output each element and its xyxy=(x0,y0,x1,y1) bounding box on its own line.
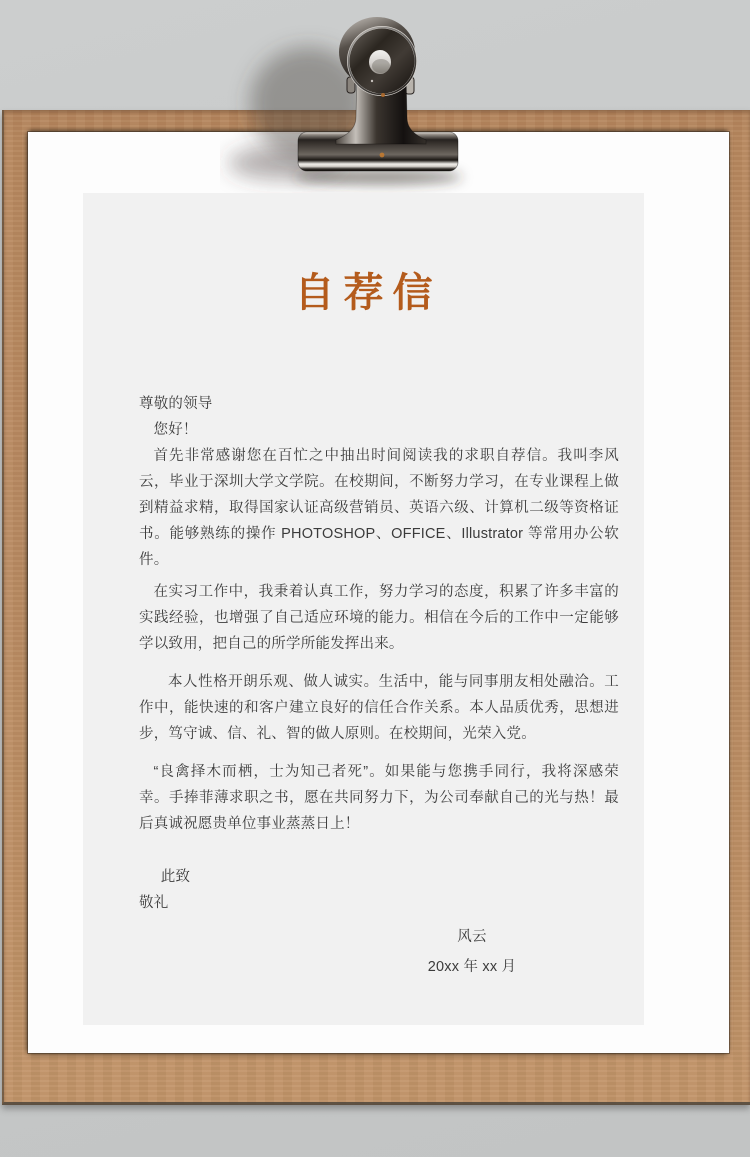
signature-block xyxy=(372,922,572,982)
letter-paragraph: 在实习工作中，我秉着认真工作，努力学习的态度，积累了许多丰富的实践经验，也增强了自己适应环境的能力。相信在今后的工作中一定能够学以致用，把自己的所学所能发挥出来。 xyxy=(139,584,619,652)
letter-salutation: 尊敬的领导 xyxy=(139,396,213,412)
letter-paragraph: 本人性格开朗乐观、做人诚实。生活中，能与同事朋友相处融洽。工作中，能快速的和客户建立良好的信任合作关系。本人品质优秀，思想进步，笃守诚、信、礼、智的做人原则。在校期间，光荣入党。 xyxy=(139,674,619,742)
letter-greeting: 您好！ xyxy=(153,422,198,438)
letter-panel xyxy=(83,193,644,1025)
clip-hole-shade xyxy=(372,59,390,73)
clip-glint xyxy=(381,93,385,97)
signature-date: 20xx 年 xx 月 xyxy=(427,959,517,975)
letter-body xyxy=(139,391,619,982)
closing-salute: 此致 xyxy=(160,869,191,885)
clip-glint xyxy=(380,153,385,158)
letter-paragraph: 首先非常感谢您在百忙之中抽出时间阅读我的求职自荐信。我叫李风云，毕业于深圳大学文学院。在校期间，不断努力学习，在专业课程上做到精益求精，取得国家认证高级营销员、英语六级、计算机二级等资格证书。能够熟练的操作 PHOTOSHOP、OFFICE、Illustrator 等常用办公软件。 xyxy=(139,448,619,568)
signature-name: 风云 xyxy=(457,929,487,945)
clipboard-board xyxy=(2,110,750,1105)
letter-paper xyxy=(28,132,729,1053)
binder-clip-svg xyxy=(220,15,480,193)
closing-respect: 敬礼 xyxy=(139,895,169,911)
binder-clip-icon xyxy=(220,15,480,193)
letter-paragraph: “良禽择木而栖，士为知己者死”。如果能与您携手同行，我将深感荣幸。手捧菲薄求职之书，愿在共同努力下，为公司奉献自己的光与热！最后真诚祝愿贵单位事业蒸蒸日上！ xyxy=(139,764,619,832)
letter-title: 自荐信 xyxy=(294,271,442,315)
clip-glint xyxy=(371,80,373,82)
